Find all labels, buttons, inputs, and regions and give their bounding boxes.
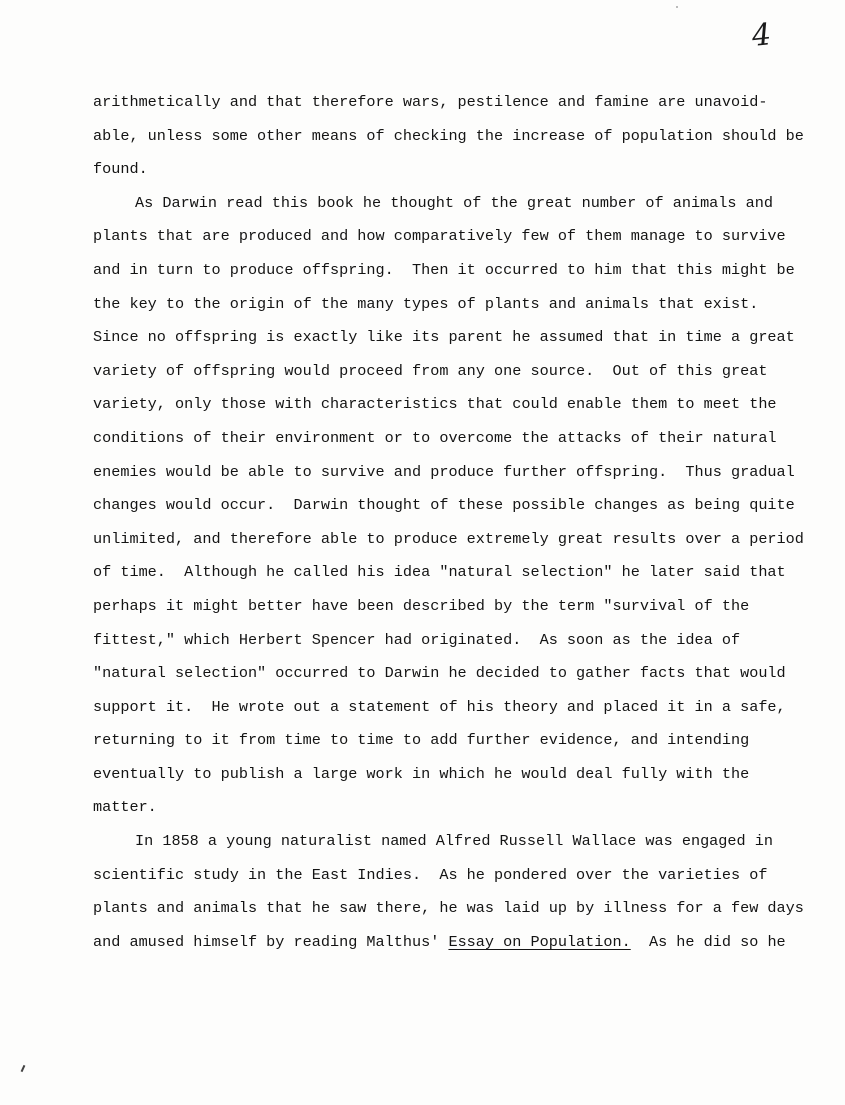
text-line: conditions of their environment or to overcome the attacks of their natural [93, 428, 777, 447]
text-line: enemies would be able to survive and produce further offspring. Thus gradual [93, 462, 795, 481]
text-line: of time. Although he called his idea "natural selection" he later said that [93, 563, 786, 582]
book-title: Essay on Population. [448, 932, 631, 951]
text-line: returning to it from time to time to add further evidence, and intending [93, 731, 750, 750]
text-line: changes would occur. Darwin thought of these possible changes as being quite [93, 496, 795, 515]
text-line: plants that are produced and how comparatively few of them manage to survive [93, 227, 786, 246]
text-line: arithmetically and that therefore wars, pestilence and famine are unavoid- [93, 93, 768, 111]
text-line: variety, only those with characteristics that could enable them to meet the [93, 395, 777, 414]
text-line: unlimited, and therefore able to produce extremely great results over a period [93, 529, 804, 548]
text-line-last [93, 926, 786, 960]
text-segment: and amused himself by reading Malthus' [93, 932, 449, 951]
text-line: the key to the origin of the many types of plants and animals that exist. [93, 294, 759, 313]
body-text [93, 86, 804, 959]
text-line: able, unless some other means of checking the increase of population should be [93, 126, 804, 145]
paragraph-start-line: In 1858 a young naturalist named Alfred Russell Wallace was engaged in [135, 832, 773, 851]
text-line: plants and animals that he saw there, he was laid up by illness for a few days [93, 899, 804, 918]
margin-mark [21, 1065, 26, 1072]
text-line: perhaps it might better have been described by the term "survival of the [93, 596, 750, 615]
scan-speck [676, 6, 678, 8]
text-line: "natural selection" occurred to Darwin he decided to gather facts that would [93, 664, 786, 683]
text-line: support it. He wrote out a statement of his theory and placed it in a safe, [93, 697, 786, 716]
text-segment: As he did so he [630, 932, 786, 951]
text-line: fittest," which Herbert Spencer had originated. As soon as the idea of [93, 630, 741, 649]
text-line: scientific study in the East Indies. As he pondered over the varieties of [93, 865, 768, 884]
page-number: 4 [750, 17, 773, 54]
text-line: and in turn to produce offspring. Then it occurred to him that this might be [93, 260, 795, 279]
text-line: eventually to publish a large work in which he would deal fully with the [93, 764, 750, 783]
text-line: variety of offspring would proceed from any one source. Out of this great [93, 361, 768, 380]
paragraph-start-line: As Darwin read this book he thought of the great number of animals and [135, 193, 773, 212]
text-line: found. [93, 160, 148, 179]
text-line: Since no offspring is exactly like its parent he assumed that in time a great [93, 328, 795, 347]
text-line: matter. [93, 798, 157, 817]
